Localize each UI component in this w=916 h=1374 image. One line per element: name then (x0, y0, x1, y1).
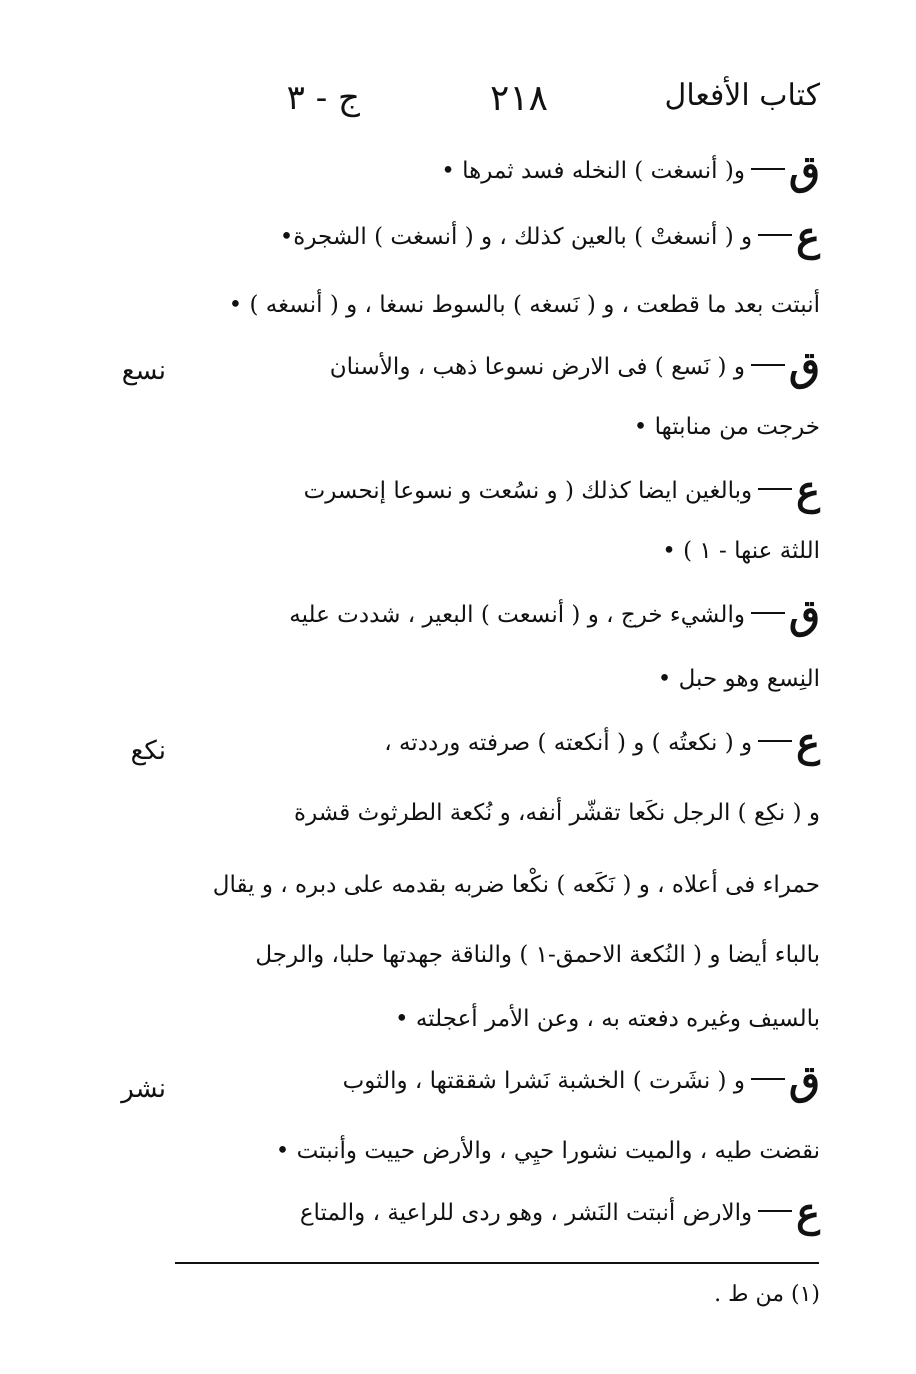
source-marker: ق (788, 1057, 820, 1104)
text-line (190, 870, 820, 900)
text-line (190, 940, 820, 970)
line-text: اللثة عنها - ١ ) • (662, 538, 820, 564)
book-title: كتاب الأفعال (664, 78, 820, 113)
dash (751, 364, 785, 366)
text-line (190, 536, 820, 566)
source-marker: ع (796, 1189, 820, 1236)
line-text: و ( نكِع ) الرجل نكَعا تقشّر أنفه، و نُكعة الطرثوث قشرة (294, 800, 820, 826)
line-text: والارض أنبتت النَشر ، وهو ردى للراعية ، والمتاع (299, 1200, 753, 1226)
dash (751, 1078, 785, 1080)
text-line (190, 290, 820, 320)
dash (751, 168, 785, 170)
text-line (180, 1189, 820, 1236)
text-line (190, 798, 820, 828)
line-text: بالسيف وغيره دفعته به ، وعن الأمر أعجلته • (394, 1006, 820, 1032)
line-text: و( أنسغت ) النخله فسد ثمرها • (441, 158, 745, 184)
text-line (180, 213, 820, 260)
dash (758, 1210, 792, 1212)
text-line (180, 147, 820, 194)
line-text: وبالغين ايضا كذلك ( و نسُعت و نسوعا إنحسرت (303, 478, 753, 504)
text-line (180, 343, 820, 390)
margin-root-word: نكع (130, 736, 166, 766)
line-text: خرجت من منابتها • (633, 414, 820, 440)
line-text: و ( نشَرت ) الخشبة نَشرا شققتها ، والثوب (342, 1068, 745, 1094)
text-line (190, 412, 820, 442)
part-number: ج - ٣ (286, 78, 360, 118)
text-line (180, 591, 820, 638)
dash (758, 234, 792, 236)
dash (751, 612, 785, 614)
text-line (180, 1057, 820, 1104)
margin-root-word: نشر (121, 1074, 166, 1104)
line-text: أنبتت بعد ما قطعت ، و ( نَسغه ) بالسوط نسغا ، و ( أنسغه ) • (228, 292, 820, 318)
margin-root-word: نسع (121, 356, 166, 386)
text-line (190, 1004, 820, 1034)
source-marker: ق (788, 147, 820, 194)
text-line (180, 719, 820, 766)
source-marker: ع (796, 467, 820, 514)
footnote: (١) من ط . (714, 1282, 820, 1307)
footnote-rule (175, 1262, 819, 1264)
line-text: نقضت طيه ، والميت نشورا حيِي ، والأرض حييت وأنبتت • (275, 1138, 820, 1164)
text-line (190, 664, 820, 694)
line-text: النِسع وهو حبل • (657, 666, 820, 692)
line-text: والشيء خرج ، و ( أنسعت ) البعير ، شددت عليه (289, 602, 745, 628)
page-number: ٢١٨ (489, 78, 548, 119)
source-marker: ق (788, 591, 820, 638)
dash (758, 488, 792, 490)
source-marker: ق (788, 343, 820, 390)
line-text: و ( نكعتُه ) و ( أنكعته ) صرفته ورددته ، (384, 730, 753, 756)
source-marker: ع (796, 719, 820, 766)
text-line (190, 1136, 820, 1166)
source-marker: ع (796, 213, 820, 260)
line-text: و ( نَسع ) فى الارض نسوعا ذهب ، والأسنان (329, 354, 745, 380)
line-text: و ( أنسغتْ ) بالعين كذلك ، و ( أنسغت ) الشجرة• (279, 224, 753, 250)
text-line (180, 467, 820, 514)
line-text: حمراء فى أعلاه ، و ( نَكَعه ) نكْعا ضربه بقدمه على دبره ، و يقال (212, 872, 820, 898)
page-header (190, 78, 820, 138)
line-text: بالباء أيضا و ( النُكعة الاحمق-١ ) والناقة جهدتها حلبا، والرجل (255, 942, 820, 968)
dash (758, 740, 792, 742)
